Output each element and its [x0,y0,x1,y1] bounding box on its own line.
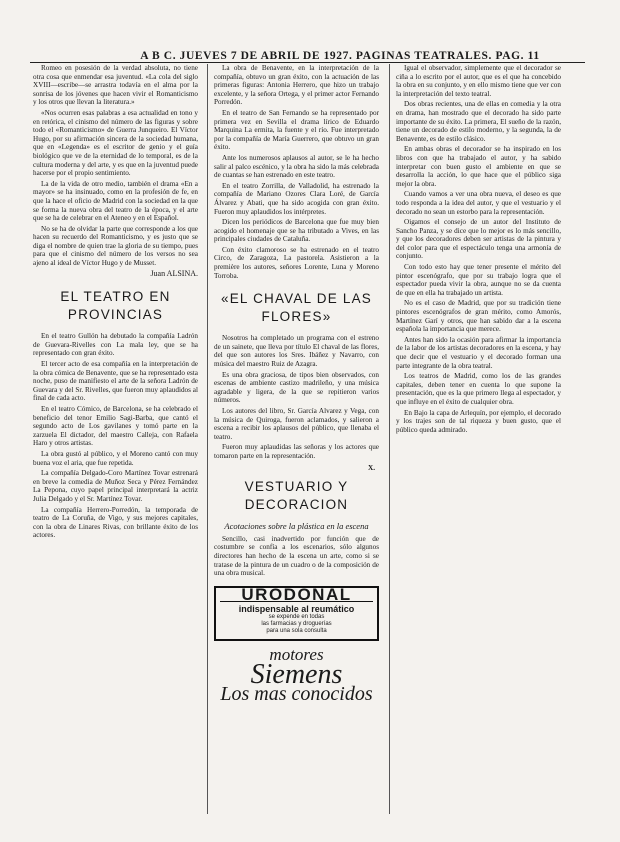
article-paragraph: En el teatro Gullón ha debutado la compañía Ladrón de Guevara-Rivelles con La mala ley, que se ha representado con gran éxito. [33,332,198,358]
column-3 [396,64,561,436]
article-paragraph: Igual el observador, simplemente que el decorador se ciña a lo escrito por el autor, que es el que ha concebido la obra en su conjunto, y en ello mismo tiene que ver con la interpretación del texto teatral. [396,64,561,98]
article-paragraph: Fueron muy aplaudidas las señoras y los actores que tomaron parte en la representación. [214,443,379,460]
article-paragraph: En Bajo la capa de Arlequín, por ejemplo, el decorado y los trajes son de tal riqueza y buen gusto, que el público queda admirado. [396,408,561,434]
header-rule [30,62,585,63]
ad-line: Los mas conocidos [220,682,373,705]
ad-brand: URODONAL [220,591,373,603]
article-end-mark: X. [368,463,375,472]
article-paragraph: Ante los numerosos aplausos al autor, se le ha hecho salir al palco escénico, y la obra ha sido la más celebrada de cuantas se han estrenado en este teatro. [214,153,379,180]
page-header: A B C. JUEVES 7 DE ABRIL DE 1927. PAGINAS TEATRALES. PAG. 11 [140,50,540,62]
article-paragraph: Los teatros de Madrid, como los de las grandes capitales, deben tener en cuenta lo que supone la presentación, que es la que primero llega al espectador, y que influye en el éxito de cualquier obra. [396,372,561,406]
article-paragraph: La de la vida de otro medio, también el drama «En a mayor» se ha insinuado, como en la profesión de fe, en que la hace el oficio de Madrid con la sociedad en la que se forma la nueva obra del teatro de la época, y el arte que se ha de celebrar en el Ateneo y en el Español. [33,179,198,223]
urodonal-ad [214,586,379,641]
ad-line: motores [269,644,324,664]
article-paragraph: No es el caso de Madrid, que por su tradición tiene pintores escenógrafos de gran mérito, como Amorós, Martínez Garí y otros, que han sabido dar a la escena española la importancia que merece. [396,299,561,334]
ad-tagline: indispensable al reumático [238,604,355,615]
article-paragraph: El tercer acto de esa compañía en la interpretación de la obra cómica de Benavente, que se ha representado esta noche, puso de manifiesto el arte de la señora Ladrón de Guevara y del Sr. Rivelles, que fueron muy aplaudidos al final de cada acto. [33,360,198,403]
column-divider-1 [207,64,208,814]
article-paragraph: Dicen los periódicos de Barcelona que fue muy bien acogido el homenaje que se ha tributado a Vives, en las principales ciudades de Cataluña. [214,218,379,244]
article-paragraph: Romeo en posesión de la verdad absoluta, no tiene otra cosa que enmendar esa juventud. «La cola del siglo XVIII—escribe—se arrastra todavía en el alma por la sonrisa de los jóvenes que hacen vivir el Romanticismo y los otros que llevan la literatura.» [33,64,198,107]
article-paragraph: Los autores del libro, Sr. García Alvarez y Vega, con la música de Quiroga, fueron aclamados, y salieron a escena a recibir los aplausos del público, que llenaba el teatro. [214,407,379,441]
ad-brand: Siemens [250,658,343,690]
article-paragraph: La compañía Herrero-Porredón, la temporada de teatro de La Coruña, de Vigo, y sus mejores capitales, con la obra de Linares Rivas, con brillante éxito de los actores. [33,505,198,540]
article-paragraph: Cuando vamos a ver una obra nueva, el deseo es que todo responda a la idea del autor, y que el vestuario y el decorado no sean un estorbo para la representación. [396,190,561,216]
column-1 [33,64,198,542]
article-paragraph: «Nos ocurren esas palabras a esa actualidad en tono y en retórica, el cinismo del número de las figuras y sobre todo el «Romanticismo» de Guerra Junqueiro. El Víctor Hugo, por su afirmación sincera de la sociedad humana, que en «Legenda» es el escritor de genio y el guía biológico que ve de la eternidad de lo temporal, es de la cultura moderna y del arte, y es que en la juventud puede hacerse por el propio sentimiento. [33,108,198,178]
article-signature: Juan ALSINA. [150,268,198,278]
article-paragraph: Antes han sido la ocasión para afirmar la importancia de la labor de los artistas decoradores en la escena, y hay que decir que el vestuario y el decorado forman una parte integrante de la obra teatral. [396,335,561,370]
article-paragraph: Dos obras recientes, una de ellas en comedia y la otra en drama, han mostrado que el decorado ha sido parte importante de su éxito. La primera, El sueño de la razón, tiene un decorado de estilo moderno, y la segunda, la de Benavente, es de estilo clásico. [396,100,561,143]
section-title-provincias: EL TEATRO EN PROVINCIAS [60,289,171,323]
section-subtitle: Acotaciones sobre la plástica en la escena [224,521,369,532]
article-paragraph: Con todo esto hay que tener presente el mérito del pintor escenógrafo, que por su trabajo logra que el espectador pueda vivir la obra, aunque no se da cuenta de que en ella ha trabajado un artista. [396,263,561,297]
article-paragraph: La obra gustó al público, y el Moreno cantó con muy buena voz el aria, que fue repetida. [33,449,198,467]
article-paragraph: No se ha de olvidar la parte que corresponde a los que hacen su recuerdo del Romanticismo, y es justo que se diga el nombre de quien trae la gloria de su tiempo, pues para que el cinismo del número de los versos no sea ajeno al ideal de Víctor Hugo y de Musset. [33,224,198,268]
article-paragraph: En el teatro de San Fernando se ha representado por primera vez en Sevilla el drama lírico de Eduardo Marquina La ermita, la fuente y el río. Fue interpretado por la compañía de María Guerrero, que obtuvo un gran éxito. [214,108,379,152]
ad-small-text: las farmacias y droguerías [261,620,332,627]
article-paragraph: En ambas obras el decorador se ha inspirado en los libros con que ha trabajado el autor, y ha sabido interpretar con buen gusto el ambiente en que se desarrolla la acción, lo que hace que el público siga mejor la obra. [396,145,561,188]
siemens-ad [214,644,379,705]
article-paragraph: En el teatro Zorrilla, de Valladolid, ha estrenado la compañía de Mariano Ozores Clara Loré, de García Álvarez y Abati, que ha sido acogida con gran éxito. Fueron muy aplaudidos los intérpretes. [214,181,379,216]
article-paragraph: Con éxito clamoroso se ha estrenado en el teatro Circo, de Zaragoza, La pastorela. Asistieron a la première los autores, señores Lorente, Luna y Moreno Torroba. [214,245,379,280]
article-paragraph: En el teatro Cómico, de Barcelona, se ha celebrado el beneficio del tenor Emilio Sagi-Barba, que cantó el segundo acto de Los gavilanes y tomó parte en la zarzuela El dictador, del maestro Calleja, con Rafaela Haro y otros artistas. [33,405,198,448]
column-divider-2 [389,64,390,814]
article-paragraph: La compañía Delgado-Coro Martínez Tovar estrenará en breve la comedia de Muñoz Seca y Pérez Fernández La Pepona, cuyo papel principal interpretará la actriz Julia Delgado y el Sr. Martínez Tovar. [33,469,198,503]
article-paragraph: Sencillo, casi inadvertido por función que de costumbre se confía a los escenarios, sólo algunos directores han hecho de la escena un arte, como si se tratase de la pintura de un cuadro o de la composición de una obra musical. [214,534,379,578]
article-paragraph: Oigamos el consejo de un autor del Instituto de Sancho Panza, y se dice que lo mejor es lo más sencillo, y que los decoradores deben ser artistas de la pintura y del color para que el espectáculo tenga una armonía de conjunto. [396,218,561,261]
section-title-chaval: «EL CHAVAL DE LAS FLORES» [221,291,372,325]
article-paragraph: Es una obra graciosa, de tipos bien observados, con escenas de ambiente castizo madrileño, y una música agradable y ligera, de la que se repitieron varios números. [214,370,379,405]
section-title-vestuario: VESTUARIO Y DECORACION [244,479,349,513]
ad-small-text: para una sola consulta [266,627,327,634]
column-2 [214,64,379,705]
ad-small-text: se expende en todas [268,613,325,620]
article-paragraph: Nosotros ha completado un programa con el estreno de un sainete, que lleva por título El chaval de las flores, del que son autores los Sres. Ibáñez y Navarro, con música del maestro Ruiz de Azagra. [214,334,379,369]
article-paragraph: La obra de Benavente, en la interpretación de la compañía, obtuvo un gran éxito, con la actuación de las primeras figuras: Antonia Herrero, que hizo un trabajo excelente, y la señora Ortega, y el primer actor Fernando Porredón. [214,64,379,107]
